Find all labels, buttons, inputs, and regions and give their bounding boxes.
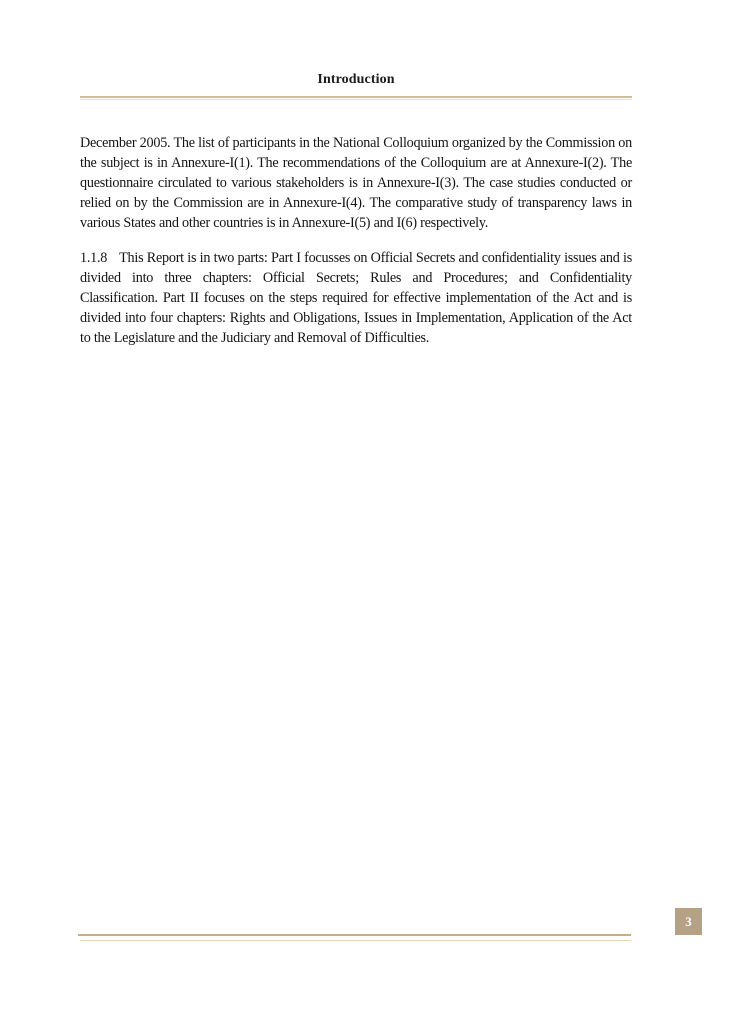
paragraph-text: This Report is in two parts: Part I focusses on Official Secrets and confidentiality issues and is divided into three chapters: Official Secrets; Rules and Procedures; and Confidentiality Classification. Part II focuses on the steps required for effective implementation of the Act and is divided into four chapters: Rights and Obligations, Issues in Implementation, Application of the Act to the Legislature and the Judiciary and Removal of Difficulties. (80, 250, 632, 346)
paragraph-continuation: December 2005. The list of participants in the National Colloquium organized by the Commission on the subject is in Annexure-I(1). The recommendations of the Colloquium are at Annexure-I(2). The questionnaire circulated to various stakeholders is in Annexure-I(3). The case studies conducted or relied on by the Commission are in Annexure-I(4). The comparative study of transparency laws in various States and other countries is in Annexure-I(5) and I(6) respectively. (80, 135, 632, 231)
page-number-badge (675, 908, 702, 935)
page-number: 3 (685, 913, 692, 929)
page-body (80, 133, 632, 348)
running-header-title: Introduction (317, 72, 395, 87)
paragraph-1-1-8 (80, 248, 632, 348)
paragraph-number: 1.1.8 (80, 250, 108, 266)
footer-rule (78, 934, 631, 936)
footer-rule-highlight (80, 940, 631, 941)
header-rule (80, 96, 632, 98)
header-rule-highlight (80, 99, 632, 100)
